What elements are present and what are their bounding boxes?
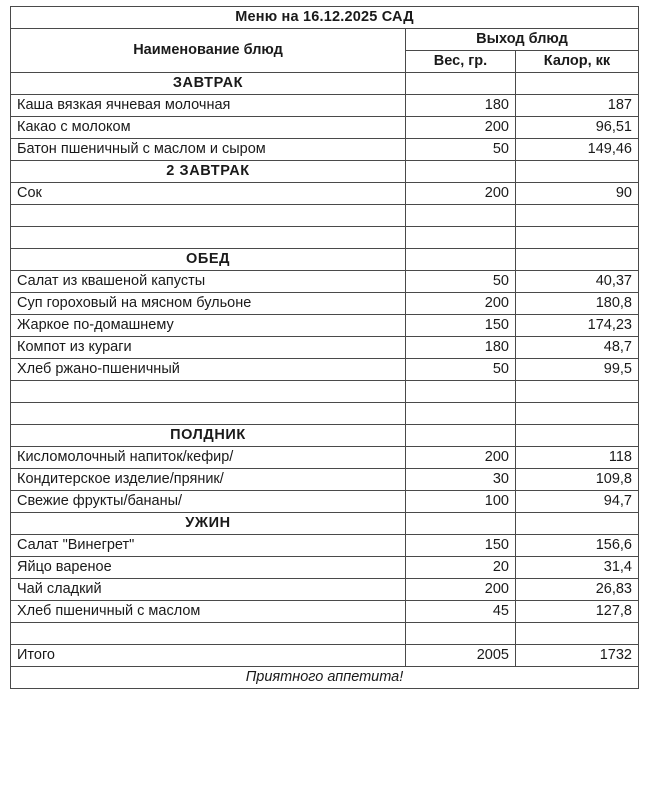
dish-weight: 45: [406, 601, 516, 623]
dish-row: [11, 535, 639, 557]
dish-weight: 50: [406, 271, 516, 293]
dish-weight: 150: [406, 315, 516, 337]
dish-weight: 180: [406, 337, 516, 359]
empty-row: [11, 205, 639, 227]
dish-weight: 180: [406, 95, 516, 117]
dish-calories: 149,46: [516, 139, 639, 161]
title-row: [11, 7, 639, 29]
empty-calorie-cell: [516, 205, 639, 227]
menu-table: [10, 6, 639, 689]
meal-section-calorie-cell: [516, 425, 639, 447]
dish-name: Салат из квашеной капусты: [11, 271, 406, 293]
dish-calories: 127,8: [516, 601, 639, 623]
dish-row: [11, 469, 639, 491]
dish-name: Чай сладкий: [11, 579, 406, 601]
dish-name: Какао с молоком: [11, 117, 406, 139]
empty-calorie-cell: [516, 381, 639, 403]
meal-section-label: УЖИН: [11, 513, 406, 535]
dish-weight: 30: [406, 469, 516, 491]
dish-row: [11, 491, 639, 513]
meal-section-calorie-cell: [516, 161, 639, 183]
dish-name: Хлеб пшеничный с маслом: [11, 601, 406, 623]
dish-calories: 90: [516, 183, 639, 205]
dish-row: [11, 447, 639, 469]
dish-calories: 118: [516, 447, 639, 469]
meal-section-row: [11, 73, 639, 95]
bon-appetit-note: Приятного аппетита!: [11, 667, 639, 689]
dish-row: [11, 95, 639, 117]
meal-section-calorie-cell: [516, 249, 639, 271]
dish-name: Батон пшеничный с маслом и сыром: [11, 139, 406, 161]
dish-row: [11, 293, 639, 315]
dish-row: [11, 271, 639, 293]
meal-section-label: ЗАВТРАК: [11, 73, 406, 95]
header-weight-column: Вес, гр.: [406, 51, 516, 73]
empty-name-cell: [11, 381, 406, 403]
total-label: Итого: [11, 645, 406, 667]
empty-weight-cell: [406, 381, 516, 403]
empty-weight-cell: [406, 403, 516, 425]
dish-row: [11, 557, 639, 579]
dish-row: [11, 579, 639, 601]
dish-row: [11, 117, 639, 139]
empty-calorie-cell: [516, 623, 639, 645]
meal-section-weight-cell: [406, 513, 516, 535]
menu-table-body: [11, 7, 639, 689]
meal-section-calorie-cell: [516, 73, 639, 95]
dish-name: Кондитерское изделие/пряник/: [11, 469, 406, 491]
header-name-column: Наименование блюд: [11, 29, 406, 73]
dish-weight: 200: [406, 293, 516, 315]
meal-section-row: [11, 513, 639, 535]
dish-weight: 200: [406, 447, 516, 469]
dish-calories: 96,51: [516, 117, 639, 139]
dish-weight: 200: [406, 579, 516, 601]
dish-name: Хлеб ржано-пшеничный: [11, 359, 406, 381]
meal-section-weight-cell: [406, 161, 516, 183]
meal-section-weight-cell: [406, 73, 516, 95]
dish-name: Свежие фрукты/бананы/: [11, 491, 406, 513]
page-title: Меню на 16.12.2025 САД: [11, 7, 639, 29]
meal-section-label: ПОЛДНИК: [11, 425, 406, 447]
meal-section-label: 2 ЗАВТРАК: [11, 161, 406, 183]
dish-calories: 174,23: [516, 315, 639, 337]
empty-name-cell: [11, 227, 406, 249]
empty-row: [11, 381, 639, 403]
dish-name: Яйцо вареное: [11, 557, 406, 579]
header-calorie-column: Калор, кк: [516, 51, 639, 73]
total-weight: 2005: [406, 645, 516, 667]
empty-row: [11, 623, 639, 645]
meal-section-row: [11, 249, 639, 271]
dish-calories: 48,7: [516, 337, 639, 359]
total-calories: 1732: [516, 645, 639, 667]
dish-name: Кисломолочный напиток/кефир/: [11, 447, 406, 469]
empty-name-cell: [11, 205, 406, 227]
dish-weight: 200: [406, 117, 516, 139]
dish-name: Каша вязкая ячневая молочная: [11, 95, 406, 117]
dish-name: Сок: [11, 183, 406, 205]
dish-calories: 26,83: [516, 579, 639, 601]
dish-name: Компот из кураги: [11, 337, 406, 359]
meal-section-label: ОБЕД: [11, 249, 406, 271]
dish-calories: 99,5: [516, 359, 639, 381]
meal-section-weight-cell: [406, 249, 516, 271]
meal-section-weight-cell: [406, 425, 516, 447]
dish-row: [11, 337, 639, 359]
dish-row: [11, 183, 639, 205]
empty-weight-cell: [406, 205, 516, 227]
dish-calories: 180,8: [516, 293, 639, 315]
footer-row: [11, 667, 639, 689]
dish-calories: 31,4: [516, 557, 639, 579]
header-output-group: Выход блюд: [406, 29, 639, 51]
dish-calories: 109,8: [516, 469, 639, 491]
dish-calories: 156,6: [516, 535, 639, 557]
dish-weight: 200: [406, 183, 516, 205]
dish-name: Салат "Винегрет": [11, 535, 406, 557]
empty-name-cell: [11, 623, 406, 645]
empty-row: [11, 227, 639, 249]
empty-calorie-cell: [516, 227, 639, 249]
dish-calories: 187: [516, 95, 639, 117]
empty-weight-cell: [406, 623, 516, 645]
dish-weight: 20: [406, 557, 516, 579]
meal-section-calorie-cell: [516, 513, 639, 535]
dish-row: [11, 139, 639, 161]
dish-weight: 50: [406, 359, 516, 381]
total-row: [11, 645, 639, 667]
dish-calories: 94,7: [516, 491, 639, 513]
dish-calories: 40,37: [516, 271, 639, 293]
dish-weight: 100: [406, 491, 516, 513]
dish-name: Жаркое по-домашнему: [11, 315, 406, 337]
empty-weight-cell: [406, 227, 516, 249]
dish-row: [11, 359, 639, 381]
meal-section-row: [11, 161, 639, 183]
dish-row: [11, 601, 639, 623]
header-row-top: [11, 29, 639, 51]
dish-weight: 50: [406, 139, 516, 161]
dish-name: Суп гороховый на мясном бульоне: [11, 293, 406, 315]
empty-calorie-cell: [516, 403, 639, 425]
dish-weight: 150: [406, 535, 516, 557]
meal-section-row: [11, 425, 639, 447]
empty-name-cell: [11, 403, 406, 425]
empty-row: [11, 403, 639, 425]
dish-row: [11, 315, 639, 337]
